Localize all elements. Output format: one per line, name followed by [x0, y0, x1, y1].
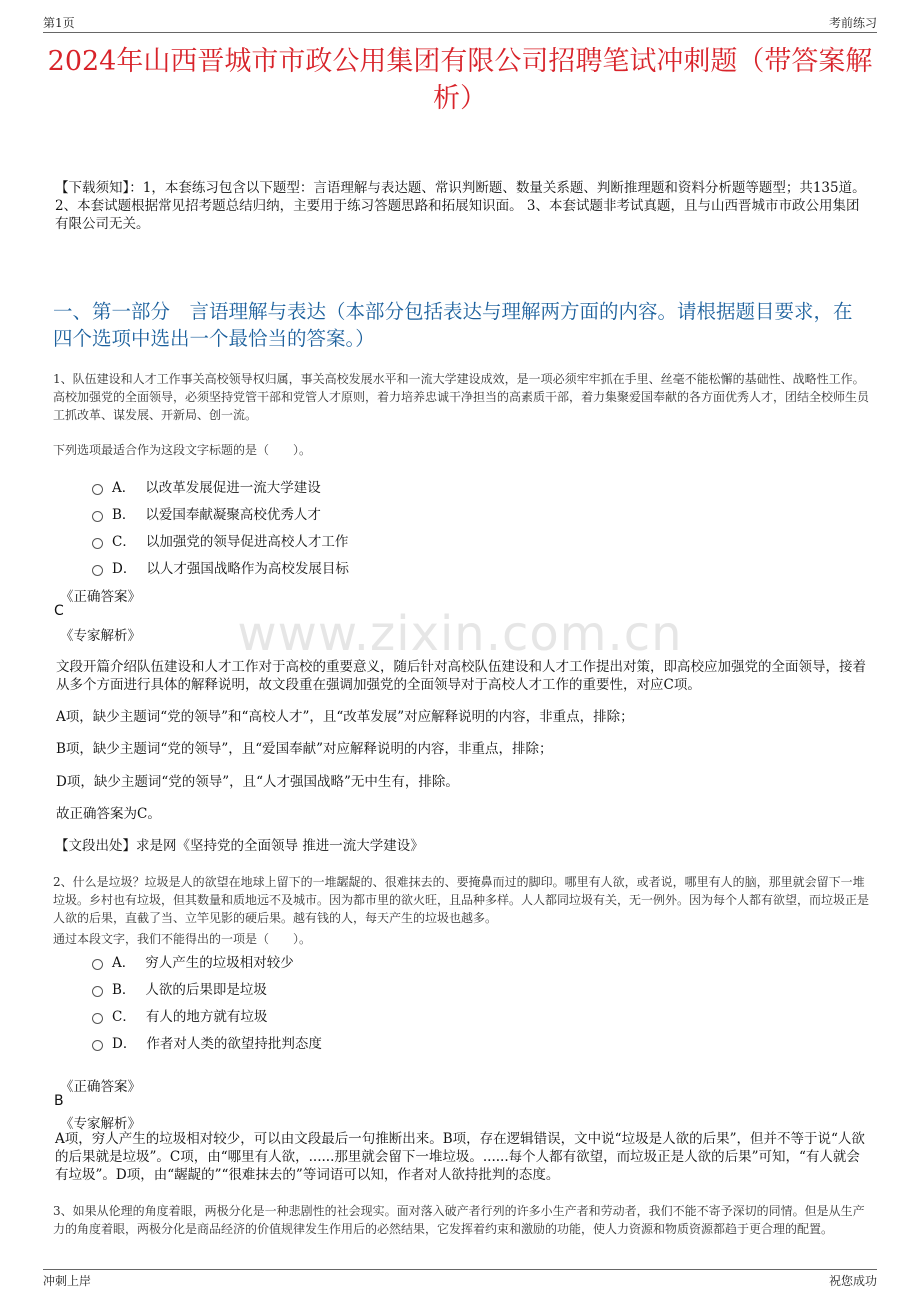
radio-icon[interactable]	[92, 986, 103, 997]
q2-answer: B	[54, 1093, 64, 1109]
radio-icon[interactable]	[92, 565, 103, 576]
q2-analysis-label: 《专家解析》	[60, 1116, 141, 1132]
header-divider	[43, 32, 877, 33]
radio-icon[interactable]	[92, 511, 103, 522]
q2-option-c[interactable]: C． 有人的地方就有垃圾	[92, 1005, 267, 1025]
q1-conclusion: 故正确答案为C。	[56, 806, 161, 822]
q2-analysis: A项，穷人产生的垃圾相对较少，可以由文段最后一句推断出来。B项，存在逻辑错误，文中说“垃圾是人欲的后果”，但并不等于说“人欲的后果就是垃圾”。C项，由“哪里有人欲，......那里就会留下一堆垃圾。......每个人都有欲望，而垃圾正是人欲的后果”可知，“有人就会有垃圾”。D项，由“龌龊的”“很难抹去的”等词语可以知，作者对人欲持批判的态度。	[55, 1131, 865, 1183]
q1-option-a[interactable]: A． 以改革发展促进一流大学建设	[92, 476, 321, 496]
page-number: 第1页	[43, 16, 75, 30]
footer-divider	[43, 1269, 877, 1270]
q1-option-c[interactable]: C． 以加强党的领导促进高校人才工作	[92, 530, 348, 550]
radio-icon[interactable]	[92, 1040, 103, 1051]
page-title: 2024年山西晋城市市政公用集团有限公司招聘笔试冲刺题（带答案解析）	[47, 46, 873, 114]
q2-option-d[interactable]: D． 作者对人类的欲望持批判态度	[92, 1032, 322, 1052]
q3-stem: 3、如果从伦理的角度着眼，两极分化是一种悲剧性的社会现实。面对落入破产者行列的许多小生产者和劳动者，我们不能不寄予深切的同情。但是从生产力的角度着眼，两极分化是商品经济的价值规律发生作用后的必然结果，它发挥着约束和激励的功能，使人力资源和物质资源都趋于更合理的配置。	[53, 1204, 865, 1236]
q1-answer-label: 《正确答案》	[60, 589, 141, 605]
q2-option-b[interactable]: B． 人欲的后果即是垃圾	[92, 978, 267, 998]
q1-analysis-summary: 文段开篇介绍队伍建设和人才工作对于高校的重要意义，随后针对高校队伍建设和人才工作提出对策，即高校应加强党的全面领导，接着从多个方面进行具体的解释说明，故文段重在强调加强党的全面领导对于高校人才工作的重要性，对应C项。	[56, 659, 866, 693]
footer-left: 冲刺上岸	[43, 1274, 92, 1288]
q1-analysis-a: A项，缺少主题词“党的领导”和“高校人才”，且“改革发展”对应解释说明的内容，非重点，排除；	[56, 709, 634, 725]
q1-option-b[interactable]: B． 以爱国奉献凝聚高校优秀人才	[92, 503, 321, 523]
q1-analysis-b: B项，缺少主题词“党的领导”，且“爱国奉献”对应解释说明的内容，非重点，排除；	[56, 741, 553, 757]
radio-icon[interactable]	[92, 538, 103, 549]
footer-right: 祝您成功	[828, 1274, 877, 1288]
q1-analysis-label: 《专家解析》	[60, 628, 141, 644]
q1-stem: 1、队伍建设和人才工作事关高校领导权归属，事关高校发展水平和一流大学建设成效，是一项必须牢牢抓在手里、丝毫不能松懈的基础性、战略性工作。高校加强党的全面领导，必须坚持党管干部和党管人才原则，着力培养忠诚干净担当的高素质干部，着力集聚爱国奉献的各方面优秀人才，团结全校师生员工抓改革、谋发展、开新局、创一流。	[53, 372, 870, 422]
q2-option-a[interactable]: A． 穷人产生的垃圾相对较少	[92, 951, 294, 971]
radio-icon[interactable]	[92, 1013, 103, 1024]
download-notice: 【下载须知】：1，本套练习包含以下题型：言语理解与表达题、常识判断题、数量关系题、判断推理题和资料分析题等题型；共135道。 2、本套试题根据常见招考题总结归纳，主要用于练习答题思路和拓展知识面。 3、本套试题非考试真题，且与山西晋城市市政公用集团有限公司无关。	[55, 180, 866, 232]
header-category: 考前练习	[828, 16, 877, 30]
q1-answer: C	[54, 603, 64, 619]
q2-answer-label: 《正确答案》	[60, 1079, 141, 1095]
q1-source: 【文段出处】求是网《坚持党的全面领导 推进一流大学建设》	[55, 838, 424, 854]
radio-icon[interactable]	[92, 959, 103, 970]
q2-prompt: 通过本段文字，我们不能得出的一项是（ ）。	[53, 932, 312, 946]
q1-option-d[interactable]: D． 以人才强国战略作为高校发展目标	[92, 557, 349, 577]
q1-prompt: 下列选项最适合作为这段文字标题的是（ ）。	[53, 443, 312, 457]
radio-icon[interactable]	[92, 484, 103, 495]
watermark: www.zixin.com.cn	[237, 606, 683, 662]
q2-stem: 2、什么是垃圾？垃圾是人的欲望在地球上留下的一堆龌龊的、很难抹去的、要掩鼻而过的脚印。哪里有人欲，或者说，哪里有人的脑，那里就会留下一堆垃圾。乡村也有垃圾，但其数量和质地远不及城市。因为都市里的欲火旺，且品种多样。人人都同垃圾有关，无一例外。因为每个人都有欲望，而垃圾正是人欲的后果，直截了当、立竿见影的硬后果。越有钱的人，每天产生的垃圾也越多。	[53, 875, 870, 925]
section-heading: 一、第一部分 言语理解与表达（本部分包括表达与理解两方面的内容。请根据题目要求，在四个选项中选出一个最恰当的答案。）	[53, 300, 853, 350]
q1-analysis-d: D项，缺少主题词“党的领导”，且“人才强国战略”无中生有，排除。	[56, 774, 459, 790]
